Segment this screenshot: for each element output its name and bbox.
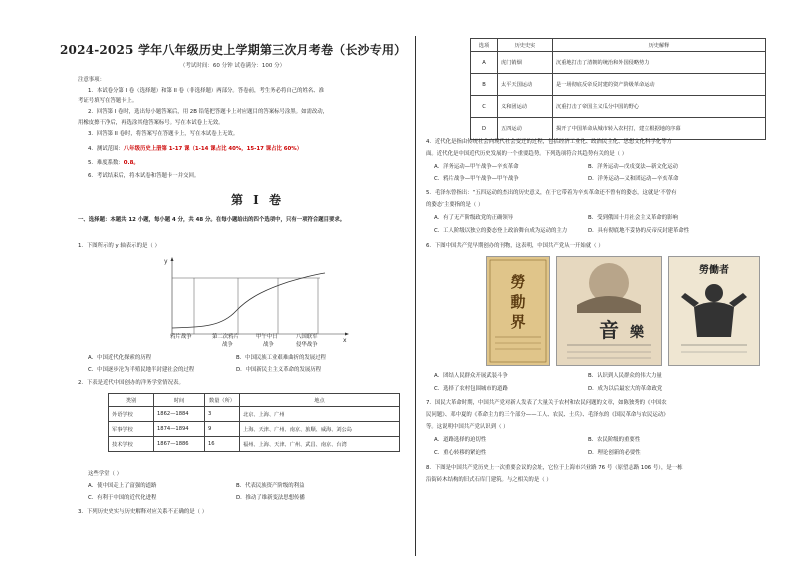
q4-option: A．洋务运动—甲午战争—辛亥革命: [434, 164, 519, 170]
q5-stem: 的姿态’主要指的是（ ）: [426, 202, 484, 208]
q6-stem: 6．下图中国共产党早期创办的刊物，这表明，中国共产党从一开始就（ ）: [426, 243, 604, 249]
table-cell: 是一场彻底反帝反封建的资产阶级革命运动: [553, 74, 766, 96]
difficulty: [88, 160, 139, 167]
q1-option: A．中国近代化探索的历程: [88, 355, 151, 361]
table-header: 地点: [240, 394, 400, 407]
q1-line-chart: [150, 256, 350, 344]
q7-option: B．农民阶级的重要性: [588, 437, 641, 443]
note-line: 2．回答第 I 卷时，选出每小题答案后，用 2B 铅笔把答题卡上对应题目的答案标号涂黑。如需改动，: [88, 109, 329, 115]
table-cell: 福州、上海、天津、广州、武昌、南京、台湾: [240, 437, 400, 452]
table-cell: C: [471, 96, 498, 118]
table-row: [109, 422, 400, 437]
table-cell: 太平天国运动: [498, 74, 553, 96]
table-row: [471, 74, 766, 96]
note-line: 考证号填写在答题卡上。: [78, 98, 138, 104]
q6-posters: [486, 256, 776, 364]
table-cell: 1862—1884: [154, 407, 205, 422]
q5-stem: 5．毛泽东曾指出：“五四运动的杰出的历史意义，在于它带着为辛亥革命还不曾有的姿态，这就是‘不曾有: [426, 190, 677, 196]
table-row: [109, 437, 400, 452]
note-line: 1．本试卷分第 I 卷（选择题）和第 II 卷（非选择题）两部分。答卷前，考生务必将自己的姓名、准: [88, 88, 325, 94]
q5-option: C．工人阶级以独立的姿态登上政治舞台成为运动的主力: [434, 228, 568, 234]
difficulty-value: 0.8。: [123, 160, 139, 166]
svg-text:音: 音: [599, 318, 619, 342]
table-cell: B: [471, 74, 498, 96]
q1-stem: 1．下图所示的 y 轴表示的是（ ）: [78, 243, 160, 249]
test-range: [88, 146, 302, 153]
q1-option: D．中国新民主主义革命的发展历程: [236, 367, 322, 373]
table-cell: 揭开了中国革命从城市转入农村打，建立根据地的序幕: [553, 118, 766, 140]
exam-title: 2024-2025 学年八年级历史上学期第三次月考卷（长沙专用）: [60, 43, 407, 57]
note-line: 6．考试结束后，将本试卷和答题卡一并交回。: [88, 173, 200, 179]
q4-stem: 4．近代化是指由传统社会向现代社会变迁的过程，包括经济工业化、政治民主化、思想文化科学化等方: [426, 139, 673, 145]
svg-text:勞働者: 勞働者: [699, 265, 729, 276]
y-axis-arrow: [171, 257, 174, 261]
table-cell: 1867—1886: [154, 437, 205, 452]
q6-option: D．成为以后最宏大的革命政党: [588, 386, 663, 392]
q2-option: C．有利于中国的近代化进程: [88, 495, 157, 501]
table-cell: 9: [205, 422, 240, 437]
table-header: 历史解释: [553, 39, 766, 52]
q6-option: B．认识到人民群众的伟大力量: [588, 373, 662, 379]
table-cell: 沉重地打击了清朝的统治和外国侵略势力: [553, 52, 766, 74]
q6-option: C．选择了农村包围城市的道路: [434, 386, 508, 392]
table-cell: 北京、上海、广州: [240, 407, 400, 422]
note-line: 3．回答第 II 卷时，将答案写在答题卡上，写在本试卷上无效。: [88, 131, 239, 137]
test-range-label: 4．测试范围：: [88, 146, 124, 152]
table-cell: 沉重打击了帝国主义瓜分中国的野心: [553, 96, 766, 118]
table-cell: 技术学校: [109, 437, 154, 452]
trend-line: [172, 273, 325, 328]
x-tick-label: 战争: [263, 342, 274, 348]
x-axis-arrow: [345, 333, 349, 336]
table-header: 选项: [471, 39, 498, 52]
q2-table: [108, 393, 400, 452]
q2-option: D．推动了维新变法思想传播: [236, 495, 305, 501]
table-row: [471, 96, 766, 118]
table-cell: 军事学校: [109, 422, 154, 437]
column-divider: [415, 36, 416, 556]
table-header: 时间: [154, 394, 205, 407]
table-cell: 义和团运动: [498, 96, 553, 118]
svg-text:界: 界: [510, 313, 526, 331]
x-tick-label: 第二次鸦片: [212, 334, 239, 340]
table-row: [471, 118, 766, 140]
q7-option: D．理论创新的必要性: [588, 450, 641, 456]
q2-option: B．代表民族资产阶级的利益: [236, 483, 305, 489]
svg-text:勞: 勞: [510, 273, 526, 291]
q5-option: A．有了无产阶级政党的正确领导: [434, 215, 514, 221]
table-cell: 外语学校: [109, 407, 154, 422]
y-axis-label: y: [164, 258, 168, 265]
poster-yinyuejie: [556, 256, 662, 366]
x-tick-label: 甲午中日: [256, 334, 278, 340]
q5-option: D．具有彻底地不妥协的反帝反封建革命性: [588, 228, 690, 234]
table-header-row: [471, 39, 766, 52]
q8-stem: 8．下图是中国共产党历史上一次重要会议的会址，它位于上海市兴业路 76 号（原望志路 106 号），是一栋: [426, 465, 683, 471]
x-tick-label: 战争: [222, 342, 233, 348]
poster-laodongjie: [486, 256, 550, 366]
q6-option: A．团结人民群众开展武装斗争: [434, 373, 508, 379]
note-line: 用橡皮擦干净后，再选涂其他答案标号。写在本试卷上无效。: [78, 120, 224, 126]
q8-stem: 沿街砖木结构的旧式石库门建筑。与之相关的是（ ）: [426, 477, 552, 483]
notes-heading: 注意事项：: [78, 77, 105, 83]
q3-table: [470, 38, 766, 140]
x-tick-label: 八国联军: [296, 334, 318, 340]
q4-option: B．洋务运动—戊戌变法—新文化运动: [588, 164, 678, 170]
table-header: 类别: [109, 394, 154, 407]
x-tick-label: 鸦片战争: [170, 334, 192, 340]
table-cell: 五四运动: [498, 118, 553, 140]
section-instructions: 一、选择题：本题共 12 小题，每小题 4 分，共 48 分。在每小题给出的四个选项中，只有一项符合题目要求。: [78, 217, 346, 223]
q7-option: A．道路选择的迫切性: [434, 437, 487, 443]
svg-text:樂: 樂: [630, 325, 644, 341]
table-header-row: [109, 394, 400, 407]
table-cell: 3: [205, 407, 240, 422]
q4-option: C．鸦片战争—甲午战争—甲午战争: [434, 176, 519, 182]
q2-prompt: 这些学堂（ ）: [88, 471, 123, 477]
q3-stem: 3．下列历史史实与历史解释对应关系不正确的是（ ）: [78, 509, 208, 515]
q2-stem: 2．下表是近代中国创办的洋务学堂情况表。: [78, 380, 184, 386]
x-axis-label: x: [343, 337, 347, 344]
q1-option: C．中国逐步沦为半殖民地半封建社会的过程: [88, 367, 195, 373]
q4-stem: 面。近代化是中国近代历史发展的一个重要趋势。下列选项符合其趋势有关的是（ ）: [426, 151, 628, 157]
table-cell: 1874—1894: [154, 422, 205, 437]
table-cell: 上海、天津、广州、南京、旅顺、威海、刘公岛: [240, 422, 400, 437]
q2-option: A．使中国走上了富强的道路: [88, 483, 157, 489]
table-cell: 虎门销烟: [498, 52, 553, 74]
q5-option: B．受到俄国十月社会主义革命的影响: [588, 215, 678, 221]
exam-subtitle: （考试时间：60 分钟 试卷满分：100 分）: [179, 63, 286, 69]
q4-option: D．洋务运动—义和团运动—辛亥革命: [588, 176, 679, 182]
q7-stem: 7．国民大革命时期，中国共产党对新人发表了大量关于农村和农民问题的文章，如陈独秀的《中国农: [426, 400, 667, 406]
table-header: 历史史实: [498, 39, 553, 52]
q7-stem: 等。这说明中国共产党认识到（ ）: [426, 424, 509, 430]
section-title: 第 I 卷: [231, 193, 284, 207]
difficulty-label: 5．难度系数：: [88, 160, 124, 166]
x-tick-label: 侵华战争: [296, 342, 318, 348]
table-cell: A: [471, 52, 498, 74]
table-cell: 16: [205, 437, 240, 452]
table-header: 数量（所）: [205, 394, 240, 407]
table-row: [109, 407, 400, 422]
table-row: [471, 52, 766, 74]
q7-option: C．重心转移的紧迫性: [434, 450, 487, 456]
test-range-value: 八年级历史上册第 1-17 课（1-14 课占比 40%，15-17 课占比 60%）: [123, 146, 303, 152]
svg-text:動: 動: [510, 293, 526, 311]
table-cell: D: [471, 118, 498, 140]
poster-laodongzhe: [668, 256, 760, 366]
q1-option: B．中国民族工业艰难曲折的发展过程: [236, 355, 326, 361]
q7-stem: 民问题》、邓中夏的《革命主力的三个部分——工人、农民、士兵》、毛泽东的《国民革命与农民运动》: [426, 412, 669, 418]
